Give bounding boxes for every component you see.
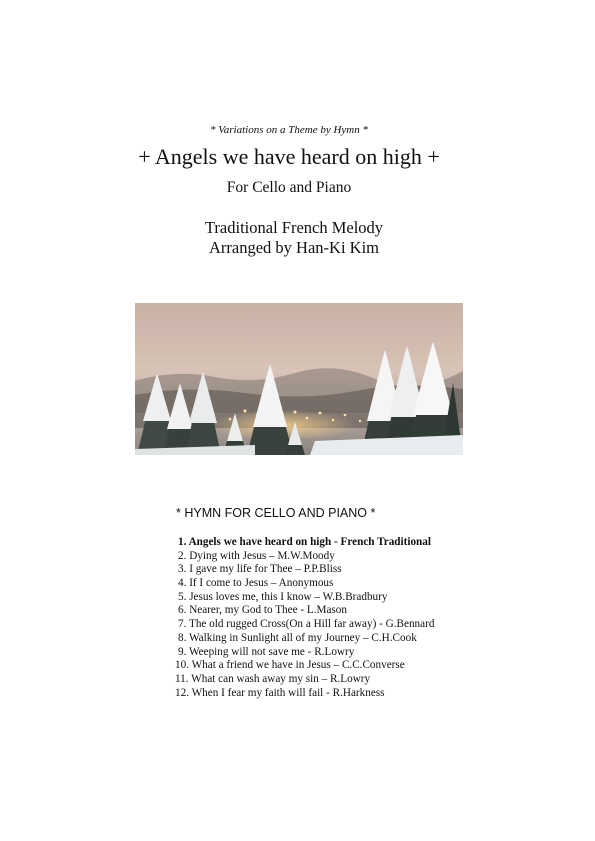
list-item: 11. What can wash away my sin – R.Lowry: [175, 672, 371, 685]
list-item: 2. Dying with Jesus – M.W.Moody: [178, 549, 335, 562]
instrumentation: For Cello and Piano: [226, 179, 352, 196]
list-item: 5. Jesus loves me, this I know – W.B.Bradbury: [178, 590, 388, 603]
list-item: 4. If I come to Jesus – Anonymous: [178, 577, 334, 590]
list-item: 10. What a friend we have in Jesus – C.C.Converse: [175, 659, 405, 672]
list-item: 7. The old rugged Cross(On a Hill far away) - G.Bennard: [178, 618, 435, 631]
arranger-credit: Arranged by Han-Ki Kim: [209, 238, 379, 257]
list-item: 3. I gave my life for Thee – P.P.Bliss: [178, 563, 342, 576]
list-item: 6. Nearer, my God to Thee - L.Mason: [178, 604, 347, 617]
hymn-list: [175, 536, 434, 700]
page-title: + Angels we have heard on high +: [138, 144, 440, 169]
list-item: 12. When I fear my faith will fail - R.Harkness: [175, 686, 385, 699]
list-item: 9. Weeping will not save me - R.Lowry: [178, 645, 355, 658]
list-item: 8. Walking in Sunlight all of my Journey – C.H.Cook: [178, 631, 417, 644]
snowy-forest-image: [135, 303, 463, 455]
hymn-list-heading: * HYMN FOR CELLO AND PIANO *: [176, 506, 376, 520]
melody-origin: Traditional French Melody: [204, 218, 384, 237]
series-subtitle: * Variations on a Theme by Hymn *: [210, 124, 368, 136]
list-item: 1. Angels we have heard on high - French Traditional: [178, 536, 431, 548]
